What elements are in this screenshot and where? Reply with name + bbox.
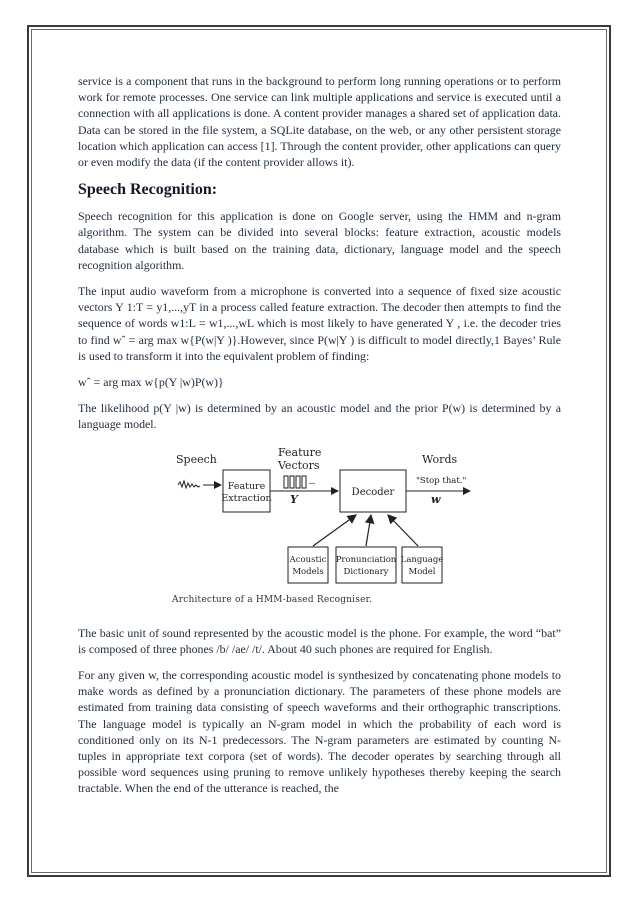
paragraph-acoustic-model: For any given w, the corresponding acoustic model is synthesized by concatenating phone models to make words as defined by a pronunciation dictionary. The parameters of these phone models are estimated from training data consisting of speech waveforms and their orthographic transcriptions. The language model is typically an N-gram model in which the probability of each word is conditioned only on its N-1 predecessors. The N-gram parameters are estimated by counting N-tuples in appropriate text corpora (set of words). The decoder operates by searching through all possible word sequences using pruning to remove unlikely hypotheses thereby keeping the search tractable. When the end of the utterance is reached, the <box>78 668 561 796</box>
paragraph-input-audio: The input audio waveform from a microphone is converted into a sequence of fixed size acoustic vectors Y 1:T = y1,...,yT in a process called feature extraction. The decoder then attempts to find the sequence of words w1:L = w1,...,wL which is most likely to have generated Y , i.e. the decoder tries to find wˆ = arg max w{P(w|Y )}.However, since P(w|Y ) is difficult to model directly,1 Bayes’ Rule is used to transform it into the equivalent problem of finding: <box>78 284 561 363</box>
language-model-box <box>402 547 442 583</box>
figure-caption: Architecture of a HMM-based Recogniser. <box>172 594 373 605</box>
language-model-label-1: Language <box>400 554 444 565</box>
pronunciation-dictionary-label-2: Dictionary <box>343 566 389 577</box>
decoder-label: Decoder <box>351 486 395 498</box>
paragraph-likelihood: The likelihood p(Y |w) is determined by an acoustic model and the prior P(w) is determined by a language model. <box>78 401 561 432</box>
words-label: Words <box>422 452 458 466</box>
output-text: "Stop that." <box>416 475 467 486</box>
feature-extraction-label-1: Feature <box>227 480 266 492</box>
acoustic-models-label-2: Models <box>292 566 324 577</box>
feature-vectors-label-1: Feature <box>278 445 322 459</box>
paragraph-speech-recognition: Speech recognition for this application is done on Google server, using the HMM and n-gram algorithm. The system can be divided into several blocks: feature extraction, acoustic models database which is built based on the training data, dictionary, language model and the speech recognition algorithm. <box>78 209 561 272</box>
y-symbol: Y <box>290 492 298 506</box>
paragraph-service: service is a component that runs in the background to perform long running operations or to perform work for remote processes. One service can link multiple applications and service is executed until a connection with all applications is done. A content provider manages a shared set of application data. Data can be stored in the file system, a SQLite database, on the web, or any other persistent storage location which application can access [1]. Through the content provider, other applications can query or even modify the data (if the content provider allows it). <box>78 74 561 170</box>
feature-vectors-label-2: Vectors <box>278 458 320 472</box>
document-body <box>78 73 561 807</box>
pronunciation-dictionary-label-1: Pronunciation <box>335 554 397 565</box>
acoustic-models-label-1: Acoustic <box>289 554 327 565</box>
pronunciation-dictionary-box <box>336 547 396 583</box>
hmm-architecture-figure <box>78 443 561 613</box>
paragraph-basic-unit: The basic unit of sound represented by the acoustic model is the phone. For example, the word “bat” is composed of three phones /b/ /ae/ /t/. About 40 such phones are required for English. <box>78 625 561 656</box>
feature-extraction-label-2: Extraction <box>221 492 272 504</box>
feature-vector-bars <box>284 476 306 488</box>
formula-argmax: wˆ = arg max w{p(Y |w)P(w)} <box>78 375 224 390</box>
section-heading-speech-recognition: Speech Recognition: <box>78 181 218 199</box>
waveform-icon <box>178 481 200 488</box>
language-model-label-2: Model <box>408 566 436 577</box>
w-symbol: w <box>431 492 441 506</box>
speech-label: Speech <box>176 452 217 466</box>
acoustic-models-box <box>288 547 328 583</box>
feature-vector-ellipsis: -- <box>309 478 316 489</box>
hmm-diagram <box>78 443 561 613</box>
